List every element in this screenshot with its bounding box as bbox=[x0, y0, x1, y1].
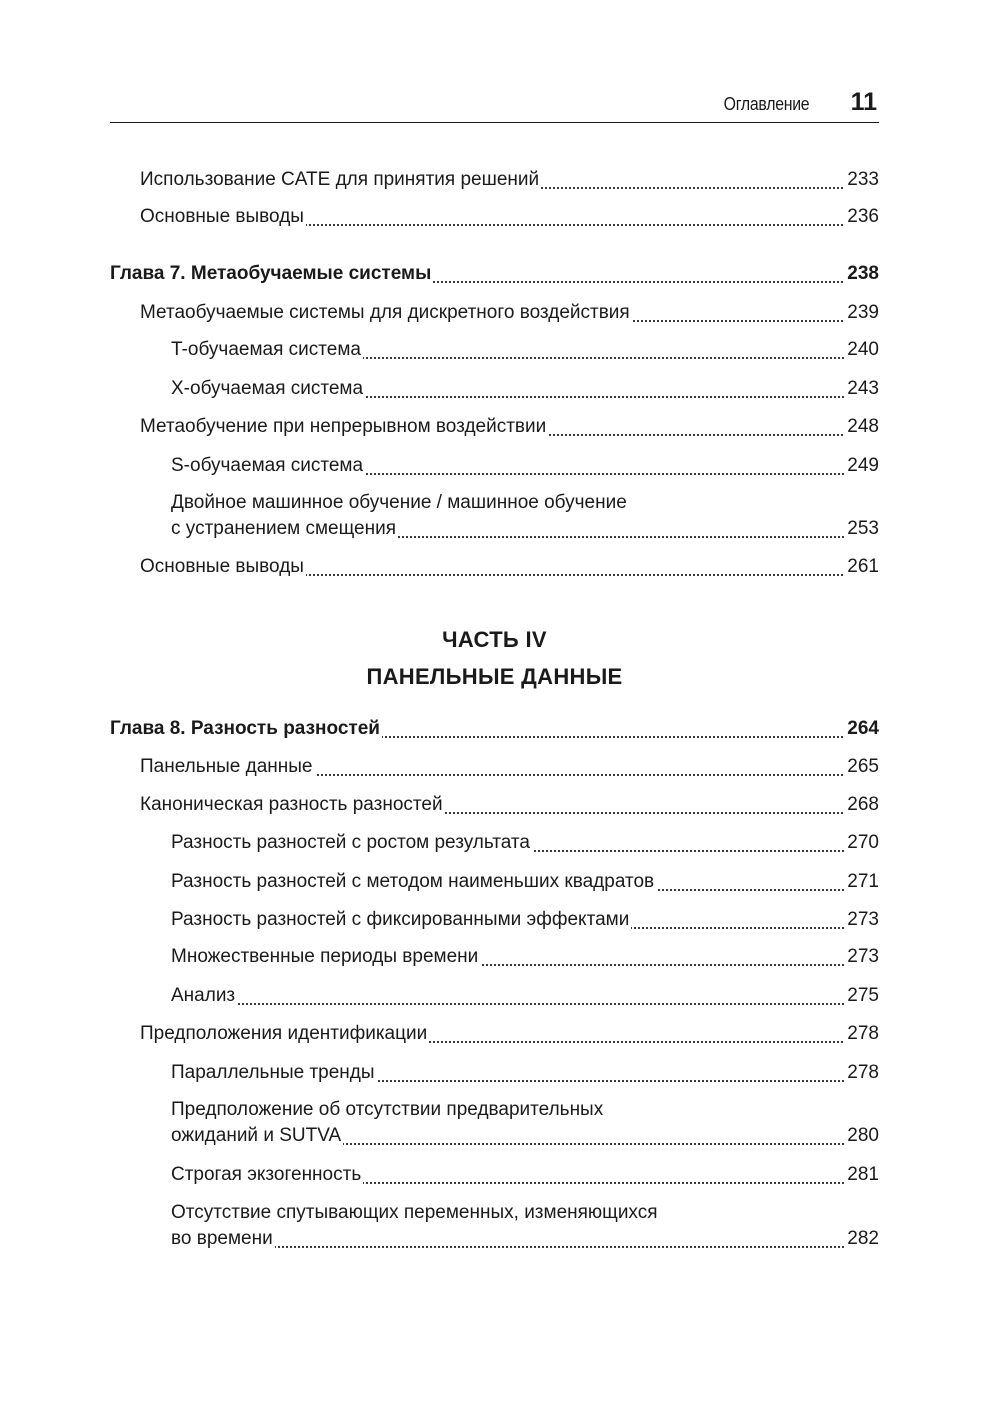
toc-entry-title: Метаобучение при непрерывном воздействии bbox=[140, 414, 548, 440]
toc-subentry[interactable] bbox=[171, 1060, 879, 1086]
toc-entry-page: 273 bbox=[844, 944, 879, 970]
toc-entry[interactable] bbox=[140, 1021, 879, 1047]
toc-subentry[interactable] bbox=[171, 376, 879, 402]
toc-entry[interactable] bbox=[140, 167, 879, 193]
toc-chapter-entry[interactable] bbox=[110, 716, 879, 742]
running-header-section: Оглавление bbox=[723, 94, 809, 114]
running-header bbox=[110, 88, 879, 124]
toc-entry-page: 240 bbox=[844, 337, 879, 363]
toc-entry-page: 233 bbox=[844, 167, 879, 193]
toc-entry-title-line2: с устранением смещения bbox=[171, 516, 398, 542]
toc-entry-page: 278 bbox=[844, 1060, 879, 1086]
toc-entry-page: 268 bbox=[844, 792, 879, 818]
toc-subentry[interactable] bbox=[171, 983, 879, 1009]
toc-entry-page: 249 bbox=[844, 453, 879, 479]
toc-entry-page: 278 bbox=[844, 1021, 879, 1047]
toc-entry-title-line1: Двойное машинное обучение / машинное обучение bbox=[171, 492, 627, 513]
toc-entry-title: T-обучаемая система bbox=[171, 337, 363, 363]
toc-entry[interactable] bbox=[140, 204, 879, 230]
toc-chapter-entry[interactable] bbox=[110, 261, 879, 287]
toc-entry-page: 280 bbox=[844, 1123, 879, 1149]
toc-entry-page: 261 bbox=[844, 554, 879, 580]
toc-subentry[interactable] bbox=[171, 1200, 879, 1252]
toc-entry-title-line2: во времени bbox=[171, 1226, 275, 1252]
toc-chapter-page: 238 bbox=[844, 261, 879, 287]
toc-entry-title: Каноническая разность разностей bbox=[140, 792, 445, 818]
leader-dots bbox=[171, 1246, 879, 1248]
toc-entry[interactable] bbox=[140, 300, 879, 326]
toc-entry-title: Разность разностей с фиксированными эффектами bbox=[171, 907, 631, 933]
toc-chapter-title: Глава 8. Разность разностей bbox=[110, 716, 382, 742]
toc-entry[interactable] bbox=[140, 554, 879, 580]
toc-entry-title: S-обучаемая система bbox=[171, 453, 365, 479]
toc-subentry[interactable] bbox=[171, 1162, 879, 1188]
toc-entry-page: 236 bbox=[844, 204, 879, 230]
toc-subentry[interactable] bbox=[171, 907, 879, 933]
toc-subentry[interactable] bbox=[171, 944, 879, 970]
toc-entry[interactable] bbox=[140, 414, 879, 440]
toc-entry[interactable] bbox=[140, 792, 879, 818]
page-number: 11 bbox=[850, 88, 877, 116]
toc-entry-title: Метаобучаемые системы для дискретного воздействия bbox=[140, 300, 632, 326]
toc-subentry[interactable] bbox=[171, 1097, 879, 1149]
toc-entry-page: 243 bbox=[844, 376, 879, 402]
toc-subentry[interactable] bbox=[171, 453, 879, 479]
toc-entry-title: Основные выводы bbox=[140, 204, 306, 230]
toc-entry-title: X-обучаемая система bbox=[171, 376, 365, 402]
part-label: ЧАСТЬ IV bbox=[442, 627, 547, 652]
toc-entry-title-line1: Предположение об отсутствии предварительных bbox=[171, 1099, 604, 1120]
toc-entry[interactable] bbox=[140, 754, 879, 780]
toc-subentry[interactable] bbox=[171, 830, 879, 856]
toc-entry-title: Разность разностей с методом наименьших квадратов bbox=[171, 869, 656, 895]
toc-entry-title: Предположения идентификации bbox=[140, 1021, 429, 1047]
toc-subentry[interactable] bbox=[171, 490, 879, 542]
toc-subentry[interactable] bbox=[171, 337, 879, 363]
toc-entry-title: Строгая экзогенность bbox=[171, 1162, 363, 1188]
part-title: ПАНЕЛЬНЫЕ ДАННЫЕ bbox=[366, 664, 623, 689]
toc-entry-title: Использование CATE для принятия решений bbox=[140, 167, 541, 193]
toc-entry-page: 281 bbox=[844, 1162, 879, 1188]
toc-entry-title: Основные выводы bbox=[140, 554, 306, 580]
toc-subentry[interactable] bbox=[171, 869, 879, 895]
toc-entry-page: 248 bbox=[844, 414, 879, 440]
toc-entry-page: 282 bbox=[844, 1226, 879, 1252]
toc-entry-page: 271 bbox=[844, 869, 879, 895]
toc-entry-page: 270 bbox=[844, 830, 879, 856]
toc-entry-title: Параллельные тренды bbox=[171, 1060, 377, 1086]
toc-chapter-title: Глава 7. Метаобучаемые системы bbox=[110, 261, 433, 287]
toc-entry-page: 253 bbox=[844, 516, 879, 542]
toc-entry-page: 265 bbox=[844, 754, 879, 780]
toc-entry-page: 273 bbox=[844, 907, 879, 933]
toc-chapter-page: 264 bbox=[844, 716, 879, 742]
header-rule bbox=[110, 122, 879, 123]
leader-dots bbox=[171, 1003, 879, 1005]
toc-entry-title-line2: ожиданий и SUTVA bbox=[171, 1123, 343, 1149]
toc-entry-title-line1: Отсутствие спутывающих переменных, изменяющихся bbox=[171, 1202, 658, 1223]
toc-entry-title: Анализ bbox=[171, 983, 237, 1009]
toc-entry-title: Разность разностей с ростом результата bbox=[171, 830, 532, 856]
toc-entry-page: 275 bbox=[844, 983, 879, 1009]
toc-entry-page: 239 bbox=[844, 300, 879, 326]
toc-entry-title: Множественные периоды времени bbox=[171, 944, 480, 970]
toc-entry-title: Панельные данные bbox=[140, 754, 315, 780]
